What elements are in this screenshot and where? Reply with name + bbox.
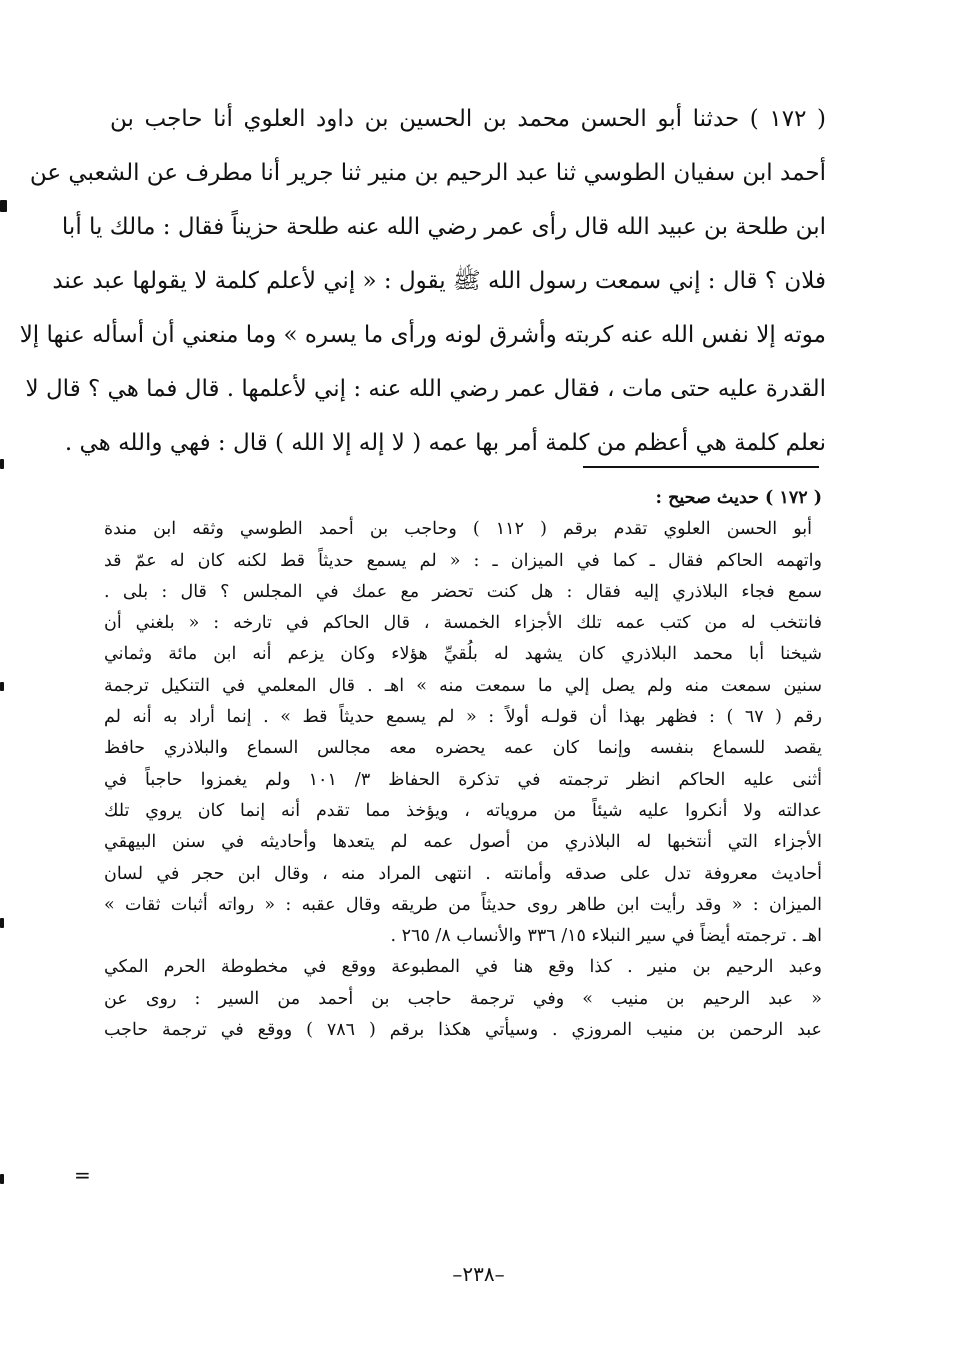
hadith-line: ( ١٧٢ ) حدثنا أبو الحسن محمد بن الحسين بن داود العلوي أنا حاجب بن [110, 106, 826, 132]
footnote-line: « عبد الرحيم بن منيب » وفي ترجمة حاجب بن أحمد من السير : روى عن [104, 988, 822, 1009]
footnote-line: أحاديث معروفة تدل على صدقه وأمانته . انتهى المراد منه ، وقال ابن حجر في لسان [104, 863, 822, 884]
hadith-text [19, 92, 826, 470]
footnote-line: سنين سمعت منه ولم يصل إلي ما سمعت منه » اهـ . قال المعلمي في التنكيل ترجمة [104, 675, 822, 696]
footnote-line: شيخنا أبا محمد البلاذري كان يشهد له بلُقيِّ هؤلاء وكان يزعم أنه ابن مائة وثماني [104, 644, 822, 665]
footnote-line: سمع فجاء البلاذري إليه فقال : هل كنت تحضر مع عمك في المجلس ؟ قال : بلى . [104, 581, 822, 602]
footnote-line: واتهمه الحاكم فقال ـ كما في الميزان ـ : « لم يسمع حديثاً قط لكنه كان له عمّ قد [104, 550, 822, 571]
footnote-line: أبو الحسن العلوي تقدم برقم ( ١١٢ ) وحاجب بن أحمد الطوسي وثقه ابن مندة [104, 519, 812, 540]
footnote-separator [583, 466, 819, 468]
scan-edge-mark [0, 682, 4, 691]
footnote-line: فانتخب له من كتب عمه تلك الأجزاء الخمسة ، قال الحاكم في تارخه : « بلغني أن [104, 613, 822, 634]
scan-edge-mark [0, 459, 4, 469]
footnote-line: الأجزاء التي أنتخبها له البلاذري من أصول عمه لم يتعدها وأحاديثه في سنن البيهقي [104, 832, 822, 853]
scan-edge-mark [0, 918, 4, 928]
continuation-mark: = [74, 1163, 91, 1187]
footnote-line: رقم ( ٦٧ ) : فظهر بهذا أن قولـه أولاً : « لم يسمع حديثاً قط » . إنما أراد به أنه لم [104, 707, 822, 728]
footnote-line: يقصد للسماع بنفسه وإنما كان عمه يحضره معه مجالس السماع والبلاذري حافظ [104, 738, 822, 759]
footnote-line: اهـ . ترجمته أيضاً في سير النبلاء ١٥/ ٣٣٦ والأنساب ٨/ ٢٦٥ . [390, 926, 822, 947]
footnote-line: عدالته ولا أنكروا عليه شيئاً من مروياته ، ويؤخذ مما تقدم أنه إنما كان يروي تلك [104, 800, 822, 821]
hadith-line: القدرة عليه حتى مات ، فقال عمر رضي الله عنه : إني لأعلمها . قال فما هي ؟ قال لا [25, 376, 826, 402]
hadith-line: نعلم كلمة هي أعظم من كلمة أمر بها عمه ( لا إله إلا الله ) قال : فهي والله هي . [64, 430, 826, 456]
footnote-line: عبد الرحمن بن منيب المروزي . وسيأتي هكذا برقم ( ٧٨٦ ) ووقع في ترجمة حاجب [104, 1020, 823, 1041]
scan-edge-mark [0, 1174, 4, 1184]
page-number: –٢٣٨– [452, 1262, 505, 1286]
hadith-line: موته إلا نفس الله عنه كربته وأشرق لونه ورأى ما يسره » وما منعني أن أسأله عنها إلا [19, 322, 826, 348]
footnote-line: الميزان : « وقد رأيت ابن طاهر روى حديثاً من طريقه وقال عقبه : « رواته أثبات ثقات » [104, 894, 822, 915]
footnote-line: وعبد الرحيم بن منير . كذا وقع هنا في المطبوعة ووقع في مخطوطة الحرم المكي [104, 957, 822, 978]
hadith-line: ابن طلحة بن عبيد الله قال رأى عمر رضي الله عنه طلحة حزيناً فقال : مالك يا أبا [61, 214, 826, 240]
hadith-line: فلان ؟ قال : إني سمعت رسول الله ﷺ يقول : « إني لأعلم كلمة لا يقولها عبد عند [52, 268, 826, 294]
scan-edge-mark [0, 200, 7, 212]
footnotes [104, 483, 822, 1046]
footnote-line: أثنى عليه الحاكم انظر ترجمته في تذكرة الحفاظ ٣/ ١٠١ ولم يغمزوا حاجباً في [104, 769, 822, 790]
hadith-line: أحمد ابن سفيان الطوسي ثنا عبد الرحيم بن منير ثنا جرير أنا مطرف عن الشعبي عن [29, 160, 826, 186]
footnote-heading: ( ١٧٢ ) حديث صحيح : [655, 488, 822, 508]
